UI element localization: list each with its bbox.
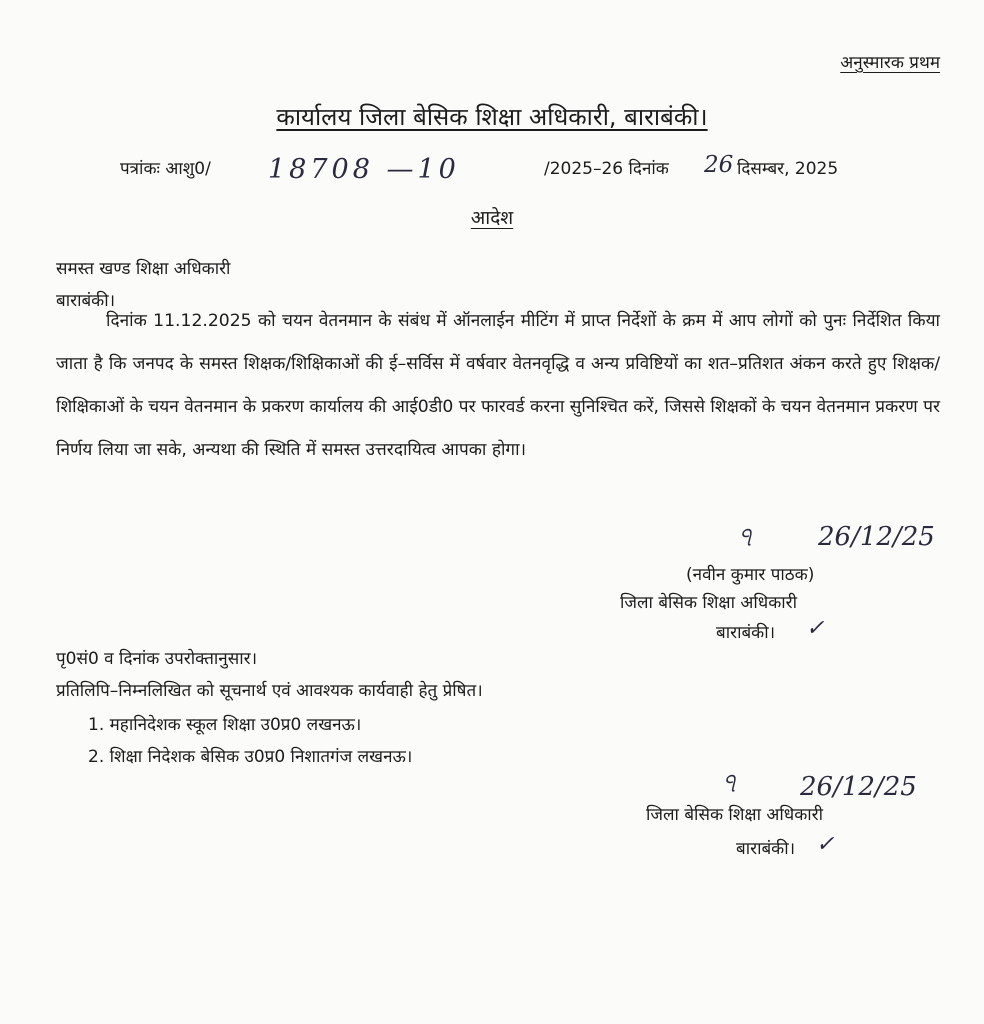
date-label: दिनांक xyxy=(628,159,669,179)
order-title: आदेश xyxy=(470,207,514,229)
initial-mark: ✓ xyxy=(806,616,825,641)
reminder-label: अनुस्मारक प्रथम xyxy=(840,53,940,73)
initial-mark-2: ✓ xyxy=(816,832,835,857)
signatory-designation: जिला बेसिक शिक्षा अधिकारी xyxy=(620,593,798,613)
handwritten-reference-number: 18708 —10 xyxy=(268,154,460,185)
reference-label: पत्रांकः आशु0/ xyxy=(120,159,211,179)
office-heading: कार्यालय जिला बेसिक शिक्षा अधिकारी, बाराबंकी। xyxy=(276,103,708,131)
order-body: दिनांक 11.12.2025 को चयन वेतनमान के संबंध में ऑनलाईन मीटिंग में प्राप्त निर्देशों के क्रम में आप लोगों को पुनः निर्देशित किया जाता है कि जनपद के समस्त शिक्षक/शिक्षिकाओं की ई–सर्विस में वर्षवार वेतनवृद्धि व अन्य प्रविष्टियों का शत–प्रतिशत अंकन करते हुए शिक्षक/शिक्षिकाओं के चयन वेतनमान के प्रकरण कार्यालय की आई0डी0 पर फारवर्ड करना सुनिश्चित करें, जिससे शिक्षकों के चयन वेतनमान प्रकरण पर निर्णय लिया जा सके, अन्यथा की स्थिति में समस्त उत्तरदायित्व आपका होगा। xyxy=(56,311,940,460)
signatory-place-2: बाराबंकी। xyxy=(736,839,796,859)
recipient-list-item: 2. शिक्षा निदेशक बेसिक उ0प्र0 निशातगंज लखनऊ। xyxy=(88,747,413,767)
recipient-list-item: 1. महानिदेशक स्कूल शिक्षा उ0प्र0 लखनऊ। xyxy=(88,715,362,735)
handwritten-day: 26 xyxy=(704,152,734,178)
signature-date: 26/12/25 xyxy=(818,522,935,552)
officer-signature-2: ঀ xyxy=(722,764,736,799)
signatory-designation-2: जिला बेसिक शिक्षा अधिकारी xyxy=(646,805,824,825)
addressee-line-2: बाराबंकी। xyxy=(56,291,116,311)
copy-to-line: प्रतिलिपि–निम्नलिखित को सूचनार्थ एवं आवश्यक कार्यवाही हेतु प्रेषित। xyxy=(56,681,483,701)
signatory-name: (नवीन कुमार पाठक) xyxy=(686,565,815,585)
signature-date-2: 26/12/25 xyxy=(800,772,917,802)
date-month-year: दिसम्बर, 2025 xyxy=(737,159,839,179)
addressee-line-1: समस्त खण्ड शिक्षा अधिकारी xyxy=(56,259,231,279)
reference-year: /2025–26 xyxy=(544,159,624,179)
endorsement-reference: पृ0सं0 व दिनांक उपरोक्तानुसार। xyxy=(56,649,258,669)
reference-date-line xyxy=(544,156,669,179)
signatory-place: बाराबंकी। xyxy=(716,623,776,643)
officer-signature: ঀ xyxy=(738,518,752,553)
